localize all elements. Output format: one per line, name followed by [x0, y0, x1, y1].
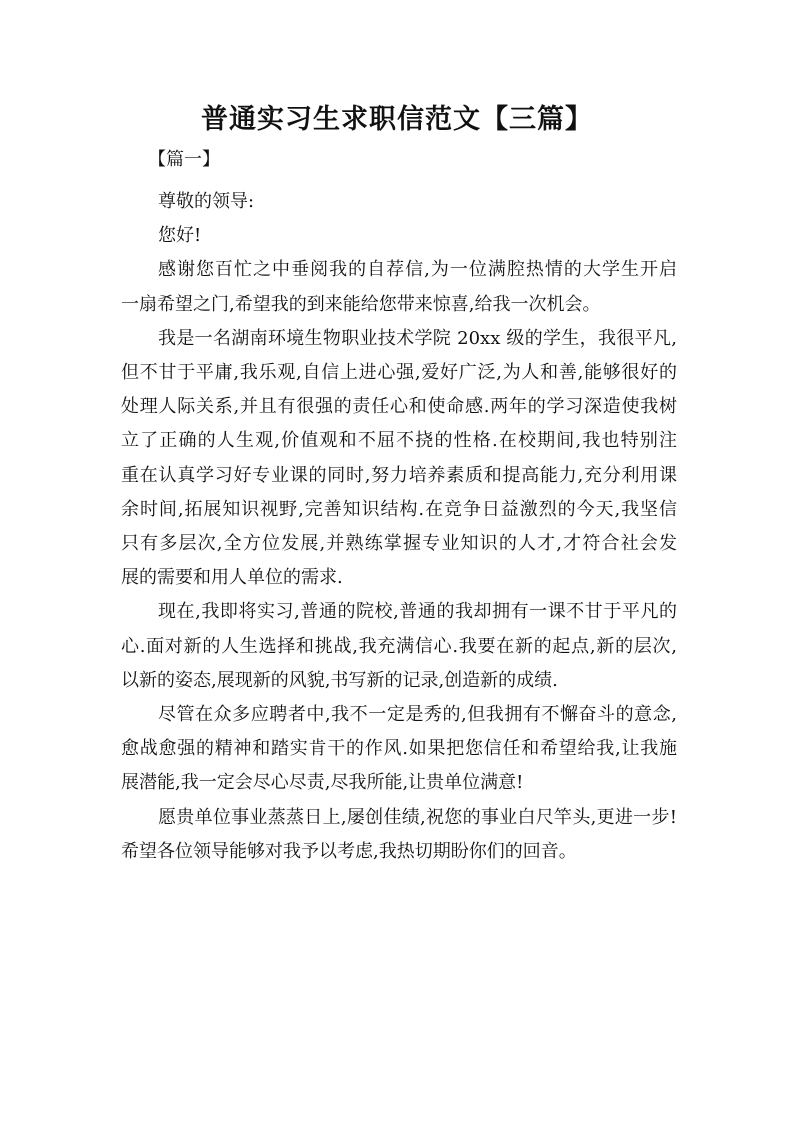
paragraph-line: 余时间,拓展知识视野,完善知识结构.在竞争日益激烈的今天,我坚信 [121, 498, 677, 520]
paragraph-line: 展的需要和用人单位的需求. [121, 567, 343, 589]
letter-body [121, 185, 677, 869]
paragraph-line: 尽管在众多应聘者中,我不一定是秀的,但我拥有不懈奋斗的意念, [158, 704, 677, 726]
paragraph-line: 处理人际关系,并且有很强的责任心和使命感.两年的学习深造使我树 [121, 396, 677, 418]
paragraph-line: 但不甘于平庸,我乐观,自信上进心强,爱好广泛,为人和善,能够很好的 [121, 362, 677, 384]
salutation [121, 185, 677, 219]
paragraph-3 [121, 595, 677, 698]
paragraph-line: 愿贵单位事业蒸蒸日上,屡创佳绩,祝您的事业白尺竿头,更进一步! [158, 806, 677, 828]
paragraph-line: 立了正确的人生观,价值观和不屈不挠的性格.在校期间,我也特别注 [121, 430, 677, 452]
paragraph-line: 展潜能,我一定会尽心尽责,尽我所能,让贵单位满意! [121, 772, 524, 794]
paragraph-line: 以新的姿态,展现新的风貌,书写新的记录,创造新的成绩. [121, 669, 558, 691]
paragraph-5 [121, 801, 677, 869]
paragraph-line: 感谢您百忙之中垂阅我的自荐信,为一位满腔热情的大学生开启 [158, 259, 677, 281]
paragraph-line: 希望各位领导能够对我予以考虑,我热切期盼你们的回音。 [121, 840, 577, 862]
paragraph-2 [121, 322, 677, 596]
greeting-text: 您好! [158, 225, 202, 247]
paragraph-line: 重在认真学习好专业课的同时,努力培养素质和提高能力,充分利用课 [121, 464, 677, 486]
greeting [121, 219, 677, 253]
paragraph-line: 现在,我即将实习,普通的院校,普通的我却拥有一课不甘于平凡的 [158, 601, 677, 623]
salutation-text: 尊敬的领导: [158, 191, 255, 212]
paragraph-line: 一扇希望之门,希望我的到来能给您带来惊喜,给我一次机会。 [121, 293, 601, 315]
paragraph-line: 愈战愈强的精神和踏实肯干的作风.如果把您信任和希望给我,让我施 [121, 738, 677, 760]
document-title: 普通实习生求职信范文【三篇】 [201, 104, 593, 135]
section-label: 【篇一】 [148, 149, 220, 170]
paragraph-4 [121, 698, 677, 801]
paragraph-1 [121, 253, 677, 321]
paragraph-line: 我是一名湖南环境生物职业技术学院 20xx 级的学生，我很平凡, [158, 327, 677, 349]
paragraph-line: 只有多层次,全方位发展,并熟练掌握专业知识的人才,才符合社会发 [121, 533, 677, 555]
paragraph-line: 心.面对新的人生选择和挑战,我充满信心.我要在新的起点,新的层次, [121, 635, 677, 657]
